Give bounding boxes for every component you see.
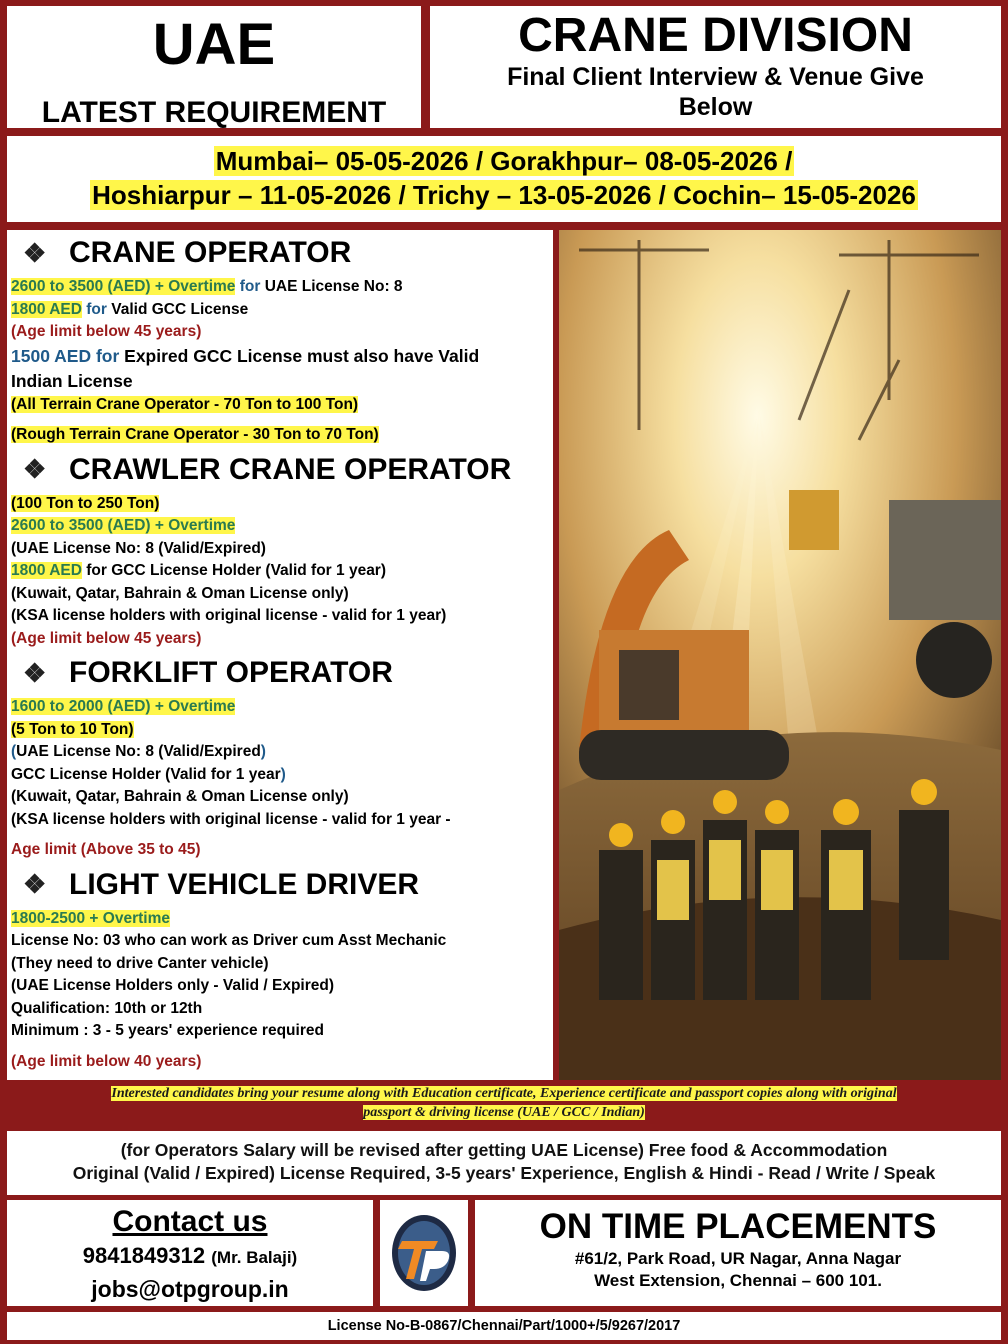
job-detail-text: 1800 AED (11, 300, 82, 318)
company-address-2: West Extension, Chennai – 600 101. (594, 1271, 882, 1290)
header-right-panel (430, 6, 1001, 128)
job-detail-line (11, 321, 549, 344)
job-detail-text: 1500 AED for (11, 345, 125, 366)
notice-line-2: passport & driving license (UAE / GCC / Indian) (363, 1105, 645, 1120)
job-detail-text: 2600 to 3500 (AED) + Overtime (11, 517, 236, 534)
job-detail-text: Indian License (11, 370, 133, 391)
requirement-subtitle: LATEST REQUIREMENT (41, 96, 387, 129)
job-detail-text: Age limit (Above 35 to 45) (11, 841, 201, 858)
job-detail-line (11, 583, 549, 606)
dates-line-1: Mumbai– 05-05-2026 / Gorakhpur– 08-05-2026 / (215, 146, 793, 176)
job-detail-text: (All Terrain Crane Operator - 70 Ton to 100 Ton) (11, 395, 359, 413)
company-address-1: #61/2, Park Road, UR Nagar, Anna Nagar (574, 1249, 902, 1268)
job-detail-line (11, 1051, 549, 1074)
job-title-text: FORKLIFT OPERATOR (69, 656, 393, 689)
job-detail-line (11, 953, 549, 976)
bullet-diamond-icon: ❖ (23, 657, 47, 688)
job-detail-line (11, 719, 549, 742)
bullet-diamond-icon: ❖ (23, 869, 47, 899)
job-title (23, 230, 549, 276)
job-listings-panel (7, 230, 553, 1080)
documents-notice (7, 1084, 1001, 1126)
job-detail-text: 1600 to 2000 (AED) + Overtime (11, 698, 236, 715)
job-detail-text: Valid GCC License (111, 300, 249, 318)
job-detail-text: (Kuwait, Qatar, Bahrain & Oman License only) (11, 788, 349, 805)
job-detail-line (11, 908, 549, 931)
job-detail-text: Qualification: 10th or 12th (11, 999, 203, 1017)
company-logo (380, 1200, 468, 1306)
division-title: CRANE DIVISION (518, 9, 913, 62)
job-detail-line (11, 998, 549, 1021)
country-title: UAE (152, 12, 276, 77)
job-detail-text: (UAE License Holders only - Valid / Expired) (11, 977, 334, 994)
interview-dates-panel (7, 136, 1001, 222)
job-detail-text: (Rough Terrain Crane Operator - 30 Ton to 70 Ton) (11, 426, 379, 443)
job-detail-line (11, 515, 549, 538)
job-detail-line (11, 764, 549, 787)
job-detail-text: (100 Ton to 250 Ton) (11, 494, 160, 512)
job-detail-text: 2600 to 3500 (AED) + Overtime (11, 278, 236, 295)
job-title-text: CRAWLER CRANE OPERATOR (69, 452, 512, 486)
job-detail-line (11, 605, 549, 628)
job-detail-line (11, 276, 549, 299)
job-detail-text: (UAE License No: 8 (Valid/Expired) (11, 539, 266, 557)
job-detail-text: ) (260, 743, 266, 760)
job-detail-text: Expired GCC License must also have Valid (124, 345, 480, 366)
job-detail-line (11, 839, 549, 862)
job-detail-text: UAE License No: 8 (Valid/Expired (16, 743, 261, 760)
benefits-line-2: Original (Valid / Expired) License Required, 3-5 years' Experience, English & Hindi - Read / Write / Speak (72, 1163, 936, 1183)
job-title (23, 650, 549, 696)
job-detail-text: (KSA license holders with original license - valid for 1 year) (11, 607, 447, 624)
job-detail-text: (They need to drive Canter vehicle) (11, 954, 269, 972)
job-detail-line (11, 628, 549, 651)
job-detail-text: GCC License Holder (Valid for 1 year (11, 765, 281, 783)
job-detail-text: (5 Ton to 10 Ton) (11, 720, 134, 738)
company-panel (475, 1200, 1001, 1306)
job-detail-text: 1800-2500 + Overtime (11, 909, 170, 927)
contact-person: (Mr. Balaji) (211, 1248, 298, 1267)
job-detail-text: 1800 AED (11, 562, 82, 579)
job-title (23, 447, 549, 493)
job-title (23, 862, 549, 908)
job-detail-line (11, 493, 549, 516)
job-detail-line (11, 930, 549, 953)
job-detail-line (11, 538, 549, 561)
job-detail-text: License No: 03 who can work as Driver cum Asst Mechanic (11, 932, 447, 949)
job-detail-text: (Kuwait, Qatar, Bahrain & Oman License only) (11, 584, 349, 602)
job-title-text: LIGHT VEHICLE DRIVER (69, 867, 420, 901)
benefits-line-1: (for Operators Salary will be revised after getting UAE License) Free food & Accommodation (120, 1140, 888, 1160)
contact-title: Contact us (112, 1205, 268, 1238)
bullet-diamond-icon: ❖ (23, 237, 47, 268)
job-detail-text: UAE License No: 8 (264, 278, 403, 295)
company-name: ON TIME PLACEMENTS (539, 1207, 937, 1246)
interview-line-1: Final Client Interview & Venue Give (507, 63, 924, 91)
job-title-text: CRANE OPERATOR (69, 236, 352, 269)
job-detail-line (11, 344, 549, 369)
header-left-panel (7, 6, 421, 128)
benefits-panel (7, 1131, 1001, 1195)
interview-line-2: Below (678, 93, 753, 121)
job-detail-text: ( (11, 743, 17, 760)
contact-panel (7, 1200, 373, 1306)
dates-line-2: Hoshiarpur – 11-05-2026 / Trichy – 13-05-2026 / Cochin– 15-05-2026 (92, 180, 916, 210)
construction-site-photo (559, 230, 1001, 1080)
notice-line-1: Interested candidates bring your resume along with Education certificate, Experience certificate and passport copies along with original (111, 1086, 897, 1101)
job-detail-text: (Age limit below 40 years) (11, 1052, 202, 1070)
job-detail-line (11, 741, 549, 764)
job-detail-text: for (81, 300, 112, 318)
job-detail-line (11, 424, 549, 447)
license-number: License No-B-0867/Chennai/Part/1000+/5/9267/2017 (7, 1312, 1001, 1340)
job-detail-text: Minimum : 3 - 5 years' experience required (11, 1022, 324, 1039)
job-detail-text: ) (280, 765, 286, 783)
job-detail-line (11, 809, 549, 832)
job-detail-text: (Age limit below 45 years) (11, 629, 202, 647)
job-detail-text: for GCC License Holder (Valid for 1 year) (81, 562, 387, 579)
job-detail-text: (KSA license holders with original license - valid for 1 year - (11, 810, 451, 828)
job-detail-line (11, 1020, 549, 1043)
bullet-diamond-icon: ❖ (23, 454, 47, 484)
contact-email[interactable]: jobs@otpgroup.in (91, 1276, 289, 1302)
contact-phone[interactable]: 9841849312 (82, 1243, 206, 1268)
contact-phone-line (7, 1240, 373, 1274)
job-detail-line (11, 299, 549, 322)
job-detail-text: for (235, 278, 265, 295)
job-detail-line (11, 369, 549, 394)
job-detail-line (11, 975, 549, 998)
job-detail-text: (Age limit below 45 years) (11, 323, 202, 340)
job-detail-line (11, 696, 549, 719)
job-detail-line (11, 560, 549, 583)
job-detail-line (11, 786, 549, 809)
job-detail-line (11, 394, 549, 417)
